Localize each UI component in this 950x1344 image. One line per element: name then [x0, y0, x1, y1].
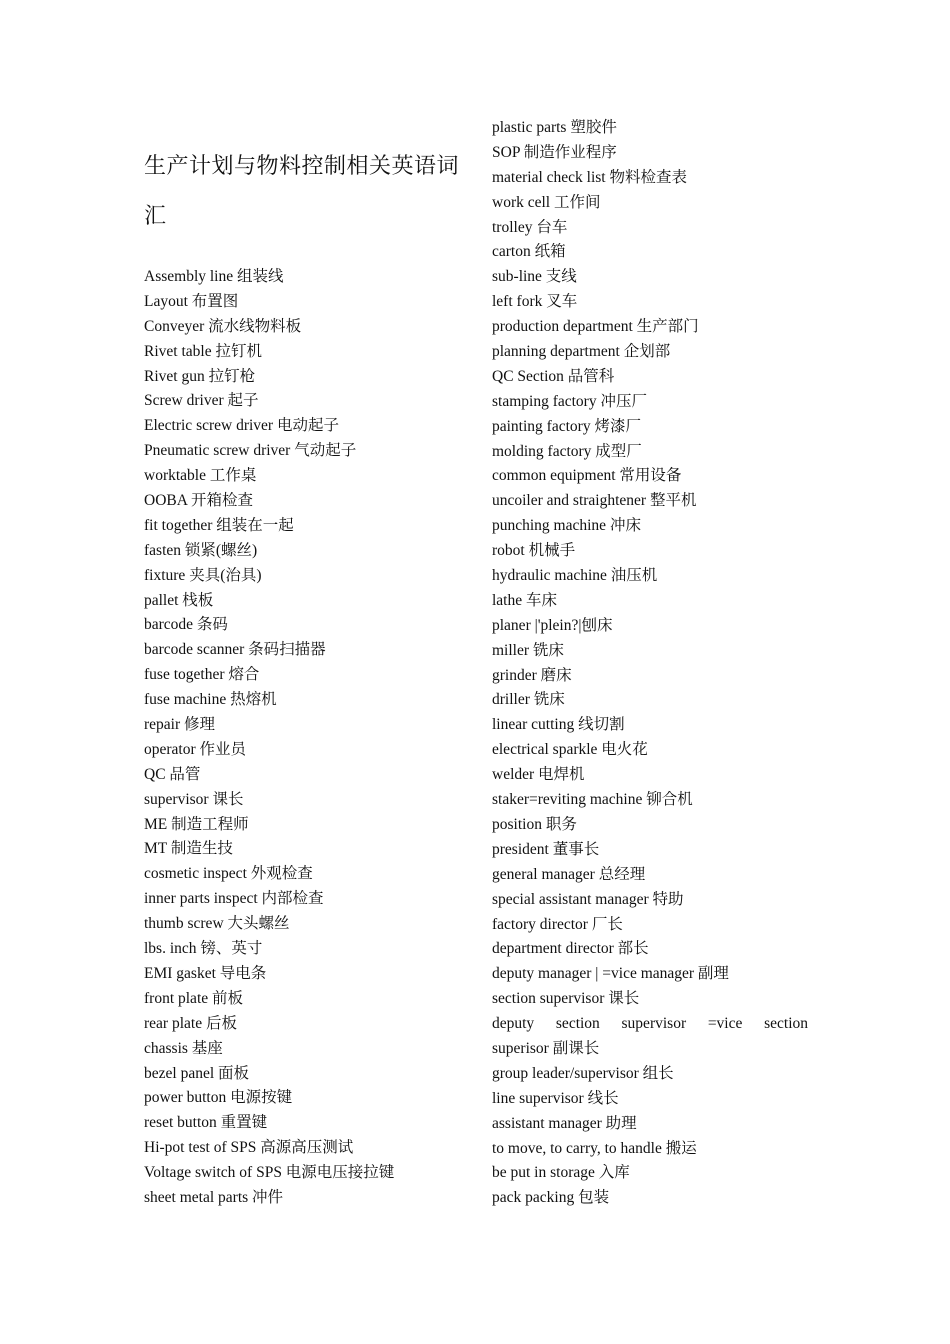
vocabulary-entry: electrical sparkle 电火花	[492, 741, 648, 759]
vocabulary-entry: lathe 车床	[492, 591, 557, 609]
vocabulary-entry: welder 电焊机	[492, 766, 585, 784]
vocabulary-entry: left fork 叉车	[492, 293, 578, 311]
vocabulary-entry: EMI gasket 导电条	[144, 964, 267, 982]
vocabulary-entry: Screw driver 起子	[144, 392, 259, 410]
vocabulary-entry: plastic parts 塑胶件	[492, 119, 617, 136]
vocabulary-entry: department director 部长	[492, 940, 649, 958]
vocabulary-entry: Rivet table 拉钉机	[144, 342, 262, 360]
vocabulary-entry: assistant manager 助理	[492, 1114, 637, 1132]
vocabulary-entry: QC Section 品管科	[492, 367, 615, 385]
vocabulary-entry: pack packing 包装	[492, 1189, 610, 1207]
vocabulary-entry: MT 制造生技	[144, 840, 233, 858]
vocabulary-entry: planning department 企划部	[492, 343, 671, 361]
vocabulary-entry: sheet metal parts 冲件	[144, 1188, 284, 1206]
vocabulary-entry: trolley 台车	[492, 218, 568, 236]
vocabulary-entry: QC 品管	[144, 765, 201, 783]
vocabulary-entry: repair 修理	[144, 716, 216, 734]
vocabulary-entry: barcode scanner 条码扫描器	[144, 641, 326, 659]
vocabulary-entry: fit together 组装在一起	[144, 516, 294, 534]
vocabulary-entry: Assembly line 组装线	[144, 268, 284, 285]
vocabulary-entry: fuse machine 热熔机	[144, 691, 277, 709]
vocabulary-entry: be put in storage 入库	[492, 1164, 630, 1182]
vocabulary-entry: general manager 总经理	[492, 865, 646, 883]
vocabulary-entry: uncoiler and straightener 整平机	[492, 492, 697, 510]
vocabulary-entry: ME 制造工程师	[144, 815, 249, 833]
vocabulary-entry: factory director 厂长	[492, 915, 623, 933]
vocabulary-entry: deputy section supervisor =vice section	[492, 1015, 808, 1033]
vocabulary-entry: front plate 前板	[144, 989, 244, 1007]
vocabulary-entry: special assistant manager 特助	[492, 890, 684, 908]
vocabulary-entry: fuse together 熔合	[144, 666, 260, 684]
vocabulary-entry: molding factory 成型厂	[492, 442, 642, 460]
vocabulary-entry: group leader/supervisor 组长	[492, 1064, 674, 1082]
vocabulary-entry: rear plate 后板	[144, 1014, 237, 1032]
vocabulary-entry: material check list 物料检查表	[492, 168, 687, 186]
vocabulary-entry: barcode 条码	[144, 616, 228, 634]
vocabulary-entry: chassis 基座	[144, 1039, 223, 1057]
vocabulary-entry: robot 机械手	[492, 542, 576, 560]
page-title: 生产计划与物料控制相关英语词汇	[144, 154, 460, 229]
vocabulary-entry: planer |'plein?|刨床	[492, 616, 613, 634]
vocabulary-entry: inner parts inspect 内部检查	[144, 890, 324, 908]
vocabulary-entry: fixture 夹具(治具)	[144, 566, 262, 584]
vocabulary-entry: worktable 工作桌	[144, 467, 257, 485]
vocabulary-entry: bezel panel 面板	[144, 1064, 250, 1082]
vocabulary-entry: work cell 工作间	[492, 193, 601, 211]
vocabulary-entry: Layout 布置图	[144, 292, 239, 310]
vocabulary-entry: deputy manager | =vice manager 副理	[492, 965, 729, 983]
vocabulary-entry: miller 铣床	[492, 641, 564, 659]
vocabulary-entry: operator 作业员	[144, 740, 247, 758]
vocabulary-entry: president 董事长	[492, 840, 600, 858]
vocabulary-entry: pallet 栈板	[144, 591, 214, 609]
vocabulary-entry: line supervisor 线长	[492, 1089, 619, 1107]
vocabulary-entry: fasten 锁紧(螺丝)	[144, 541, 258, 559]
vocabulary-entry: hydraulic machine 油压机	[492, 567, 658, 585]
vocabulary-entry: lbs. inch 镑、英寸	[144, 940, 263, 958]
vocabulary-entry: linear cutting 线切割	[492, 716, 625, 734]
right-vocabulary-column	[492, 116, 808, 1211]
vocabulary-entry: Pneumatic screw driver 气动起子	[144, 442, 357, 460]
vocabulary-entry: sub-line 支线	[492, 268, 577, 286]
vocabulary-entry: driller 铣床	[492, 691, 565, 709]
vocabulary-entry: to move, to carry, to handle 搬运	[492, 1139, 697, 1157]
vocabulary-entry: superisor 副课长	[492, 1039, 600, 1057]
vocabulary-entry: Voltage switch of SPS 电源电压接拉键	[144, 1164, 395, 1182]
vocabulary-entry: Electric screw driver 电动起子	[144, 417, 339, 435]
vocabulary-entry: thumb screw 大头螺丝	[144, 915, 290, 933]
vocabulary-entry: supervisor 课长	[144, 790, 244, 808]
vocabulary-entry: section supervisor 课长	[492, 990, 640, 1008]
vocabulary-entry: SOP 制造作业程序	[492, 143, 617, 161]
vocabulary-entry: painting factory 烤漆厂	[492, 417, 641, 435]
vocabulary-entry: punching machine 冲床	[492, 517, 641, 535]
vocabulary-entry: Rivet gun 拉钉枪	[144, 367, 256, 385]
vocabulary-entry: cosmetic inspect 外观检查	[144, 865, 313, 883]
vocabulary-entry: position 职务	[492, 815, 577, 833]
left-vocabulary-column	[144, 265, 474, 1211]
vocabulary-entry: staker=reviting machine 铆合机	[492, 791, 693, 809]
vocabulary-entry: OOBA 开箱检查	[144, 492, 253, 510]
vocabulary-entry: stamping factory 冲压厂	[492, 392, 647, 410]
vocabulary-entry: production department 生产部门	[492, 318, 699, 336]
vocabulary-entry: reset button 重置键	[144, 1114, 268, 1132]
vocabulary-entry: grinder 磨床	[492, 666, 572, 684]
vocabulary-entry: Conveyer 流水线物料板	[144, 317, 302, 335]
vocabulary-entry: common equipment 常用设备	[492, 467, 682, 485]
vocabulary-entry: carton 纸箱	[492, 243, 566, 261]
vocabulary-entry: power button 电源按键	[144, 1089, 293, 1107]
vocabulary-entry: Hi-pot test of SPS 高源高压测试	[144, 1139, 354, 1157]
